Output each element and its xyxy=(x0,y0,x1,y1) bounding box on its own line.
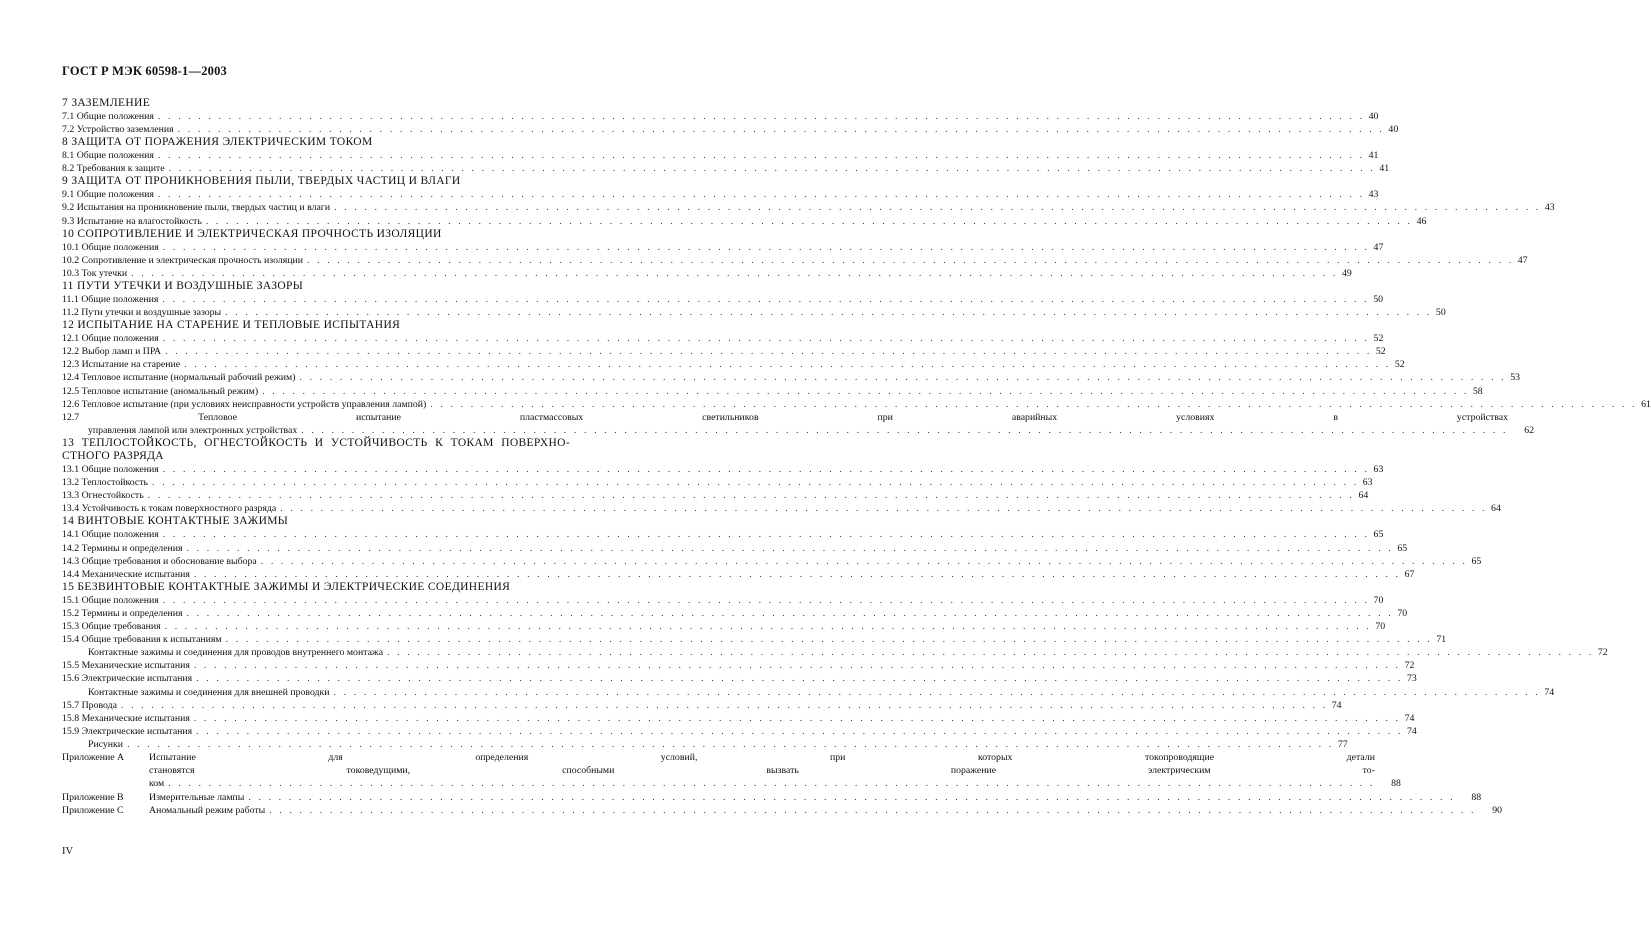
toc-entry-label: 9.3 Испытание на влагостойкость xyxy=(62,215,202,227)
toc-entry-page: 77 xyxy=(1337,738,1348,750)
page-number: IV xyxy=(62,846,74,857)
toc-entry-label: Контактные зажимы и соединения для внешней проводки xyxy=(88,686,330,698)
toc-entry-label: 14.1 Общие положения xyxy=(62,529,159,541)
toc-dot-leader: . . . . . . . . . . . . . . . . . . . . . . . . . . . . . . . . . . . . . . . . . . . . . . . . . . . . . . . . . . . . . . . . . . . . . . . . . . . . . . . . . . . . . . . . . . . . . . . . . . . . . . . . . . . . . . . . . . . . . . . . xyxy=(269,804,1477,816)
toc-entry-multiline[interactable] xyxy=(62,751,1401,791)
toc-entry[interactable] xyxy=(62,385,1483,398)
toc-section-heading: 13 ТЕПЛОСТОЙКОСТЬ, ОГНЕСТОЙКОСТЬ И УСТОЙЧИВОСТЬ К ТОКАМ ПОВЕРХНО- xyxy=(62,437,570,450)
toc-entry-page: 62 xyxy=(1524,424,1534,436)
toc-dot-leader: . . . . . . . . . . . . . . . . . . . . . . . . . . . . . . . . . . . . . . . . . . . . . . . . . . . . . . . . . . . . . . . . . . . . . . . . . . . . . . . . . . . . . . . . . . . . . . . . . . . . . . . . . . . . . . . . . . . . . . . . xyxy=(162,529,1370,541)
toc-entry-label: 9.1 Общие положения xyxy=(62,189,154,201)
toc-section-heading: 12 ИСПЫТАНИЕ НА СТАРЕНИЕ И ТЕПЛОВЫЕ ИСПЫТАНИЯ xyxy=(62,319,401,332)
toc-dot-leader: . . . . . . . . . . . . . . . . . . . . . . . . . . . . . . . . . . . . . . . . . . . . . . . . . . . . . . . . . . . . . . . . . . . . . . . . . . . . . . . . . . . . . . . . . . . . . . . . . . . . . . . . . . . . . . . . . . . . . . . . xyxy=(387,647,1594,659)
toc-entry-label: 14.3 Общие требования и обоснование выбора xyxy=(62,555,257,567)
toc-dot-leader: . . . . . . . . . . . . . . . . . . . . . . . . . . . . . . . . . . . . . . . . . . . . . . . . . . . . . . . . . . . . . . . . . . . . . . . . . . . . . . . . . . . . . . . . . . . . . . . . . . . . . . . . . . . . . . . . . . . . . . . . xyxy=(334,202,1541,214)
toc-entry[interactable] xyxy=(62,712,1415,725)
toc-dot-leader: . . . . . . . . . . . . . . . . . . . . . . . . . . . . . . . . . . . . . . . . . . . . . . . . . . . . . . . . . . . . . . . . . . . . . . . . . . . . . . . . . . . . . . . . . . . . . . . . . . . . . . . . . . . . . . . . . . . . . . . . xyxy=(307,254,1514,266)
toc-dot-leader: . . . . . . . . . . . . . . . . . . . . . . . . . . . . . . . . . . . . . . . . . . . . . . . . . . . . . . . . . . . . . . . . . . . . . . . . . . . . . . . . . . . . . . . . . . . . . . . . . . . . . . . . . . . . . . . . . . . . . . . . xyxy=(168,778,1375,790)
toc-entry[interactable] xyxy=(62,659,1415,672)
toc-entry-label: Испытание для определения условий, при которых токопроводящие детали xyxy=(149,751,1375,763)
toc-entry-label: 15.4 Общие требования к испытаниям xyxy=(62,634,222,646)
toc-dot-leader: . . . . . . . . . . . . . . . . . . . . . . . . . . . . . . . . . . . . . . . . . . . . . . . . . . . . . . . . . . . . . . . . . . . . . . . . . . . . . . . . . . . . . . . . . . . . . . . . . . . . . . . . . . . . . . . . . . . . . . . . xyxy=(262,385,1469,397)
toc-dot-leader: . . . . . . . . . . . . . . . . . . . . . . . . . . . . . . . . . . . . . . . . . . . . . . . . . . . . . . . . . . . . . . . . . . . . . . . . . . . . . . . . . . . . . . . . . . . . . . . . . . . . . . . . . . . . . . . . . . . . . . . . xyxy=(299,372,1507,384)
toc-dot-leader: . . . . . . . . . . . . . . . . . . . . . . . . . . . . . . . . . . . . . . . . . . . . . . . . . . . . . . . . . . . . . . . . . . . . . . . . . . . . . . . . . . . . . . . . . . . . . . . . . . . . . . . . . . . . . . . . . . . . . . . . xyxy=(162,241,1370,253)
toc-entry-label: 13.2 Теплостойкость xyxy=(62,477,148,489)
toc-entry-page: 41 xyxy=(1368,150,1379,162)
toc-entry[interactable] xyxy=(62,110,1379,123)
toc-entry[interactable] xyxy=(62,672,1417,685)
toc-entry[interactable] xyxy=(62,699,1342,712)
toc-entry-label: 12.4 Тепловое испытание (нормальный рабочий режим) xyxy=(62,372,296,384)
toc-section-heading: 11 ПУТИ УТЕЧКИ И ВОЗДУШНЫЕ ЗАЗОРЫ xyxy=(62,279,304,292)
toc-entry[interactable] xyxy=(62,620,1386,633)
toc-entry-label: 8.2 Требования к защите xyxy=(62,163,165,175)
toc-entry[interactable] xyxy=(62,633,1447,646)
toc-dot-leader: . . . . . . . . . . . . . . . . . . . . . . . . . . . . . . . . . . . . . . . . . . . . . . . . . . . . . . . . . . . . . . . . . . . . . . . . . . . . . . . . . . . . . . . . . . . . . . . . . . . . . . . . . . . . . . . . . . . . . . . . xyxy=(196,673,1403,685)
toc-dot-leader: . . . . . . . . . . . . . . . . . . . . . . . . . . . . . . . . . . . . . . . . . . . . . . . . . . . . . . . . . . . . . . . . . . . . . . . . . . . . . . . . . . . . . . . . . . . . . . . . . . . . . . . . . . . . . . . . . . . . . . . . xyxy=(193,660,1401,672)
toc-entry-label: 7.1 Общие положения xyxy=(62,111,154,122)
toc-entry-page: 72 xyxy=(1404,660,1415,672)
toc-dot-leader: . . . . . . . . . . . . . . . . . . . . . . . . . . . . . . . . . . . . . . . . . . . . . . . . . . . . . . . . . . . . . . . . . . . . . . . . . . . . . . . . . . . . . . . . . . . . . . . . . . . . . . . . . . . . . . . . . . . . . . . . xyxy=(186,542,1394,554)
toc-entry[interactable] xyxy=(62,738,1348,751)
toc-entry-page: 74 xyxy=(1331,699,1342,711)
toc-section-heading: 14 ВИНТОВЫЕ КОНТАКТНЫЕ ЗАЖИМЫ xyxy=(62,515,289,528)
toc-entry-label: 10.2 Сопротивление и электрическая прочность изоляции xyxy=(62,254,303,266)
toc-entry-page: 88 xyxy=(1391,778,1401,790)
toc-entry[interactable] xyxy=(62,306,1446,319)
toc-entry-page: 65 xyxy=(1373,529,1384,541)
toc-entry-page: 70 xyxy=(1373,594,1384,606)
toc-entry[interactable] xyxy=(62,254,1528,267)
toc-dot-leader: . . . . . . . . . . . . . . . . . . . . . . . . . . . . . . . . . . . . . . . . . . . . . . . . . . . . . . . . . . . . . . . . . . . . . . . . . . . . . . . . . . . . . . . . . . . . . . . . . . . . . . . . . . . . . . . . . . . . . . . . xyxy=(165,346,1372,358)
toc-entry-page: 47 xyxy=(1517,254,1528,266)
toc-entry-label: 15.7 Провода xyxy=(62,699,117,711)
appendix-label: Приложение А xyxy=(62,751,125,763)
toc-entry[interactable] xyxy=(62,568,1415,581)
toc-dot-leader: . . . . . . . . . . . . . . . . . . . . . . . . . . . . . . . . . . . . . . . . . . . . . . . . . . . . . . . . . . . . . . . . . . . . . . . . . . . . . . . . . . . . . . . . . . . . . . . . . . . . . . . . . . . . . . . . . . . . . . . . xyxy=(225,634,1433,646)
toc-dot-leader: . . . . . . . . . . . . . . . . . . . . . . . . . . . . . . . . . . . . . . . . . . . . . . . . . . . . . . . . . . . . . . . . . . . . . . . . . . . . . . . . . . . . . . . . . . . . . . . . . . . . . . . . . . . . . . . . . . . . . . . . xyxy=(260,555,1468,567)
toc-entry[interactable] xyxy=(62,607,1408,620)
toc-entry-label: ком xyxy=(149,778,165,790)
toc-entry-label: Измерительные лампы xyxy=(149,791,245,803)
toc-entry[interactable] xyxy=(62,502,1501,515)
toc-dot-leader: . . . . . . . . . . . . . . . . . . . . . . . . . . . . . . . . . . . . . . . . . . . . . . . . . . . . . . . . . . . . . . . . . . . . . . . . . . . . . . . . . . . . . . . . . . . . . . . . . . . . . . . . . . . . . . . . . . . . . . . . xyxy=(430,398,1638,410)
toc-entry-page: 65 xyxy=(1471,555,1482,567)
toc-entry-multiline[interactable] xyxy=(62,804,1503,817)
toc-entry-label: 13.1 Общие положения xyxy=(62,464,159,476)
toc-entry-page: 67 xyxy=(1404,568,1415,580)
toc-dot-leader: . . . . . . . . . . . . . . . . . . . . . . . . . . . . . . . . . . . . . . . . . . . . . . . . . . . . . . . . . . . . . . . . . . . . . . . . . . . . . . . . . . . . . . . . . . . . . . . . . . . . . . . . . . . . . . . . . . . . . . . . xyxy=(157,189,1365,201)
toc-dot-leader: . . . . . . . . . . . . . . . . . . . . . . . . . . . . . . . . . . . . . . . . . . . . . . . . . . . . . . . . . . . . . . . . . . . . . . . . . . . . . . . . . . . . . . . . . . . . . . . . . . . . . . . . . . . . . . . . . . . . . . . . xyxy=(162,293,1370,305)
toc-entry-label: Рисунки xyxy=(88,738,124,750)
toc-entry-page: 71 xyxy=(1436,634,1447,646)
toc-dot-leader: . . . . . . . . . . . . . . . . . . . . . . . . . . . . . . . . . . . . . . . . . . . . . . . . . . . . . . . . . . . . . . . . . . . . . . . . . . . . . . . . . . . . . . . . . . . . . . . . . . . . . . . . . . . . . . . . . . . . . . . . xyxy=(168,163,1376,175)
toc-entry[interactable] xyxy=(62,646,1608,659)
toc-section-heading: 7 ЗАЗЕМЛЕНИЕ xyxy=(62,97,151,109)
toc-dot-leader: . . . . . . . . . . . . . . . . . . . . . . . . . . . . . . . . . . . . . . . . . . . . . . . . . . . . . . . . . . . . . . . . . . . . . . . . . . . . . . . . . . . . . . . . . . . . . . . . . . . . . . . . . . . . . . . . . . . . . . . . xyxy=(162,464,1370,476)
toc-entry-multiline[interactable] xyxy=(62,411,1534,437)
toc-dot-leader: . . . . . . . . . . . . . . . . . . . . . . . . . . . . . . . . . . . . . . . . . . . . . . . . . . . . . . . . . . . . . . . . . . . . . . . . . . . . . . . . . . . . . . . . . . . . . . . . . . . . . . . . . . . . . . . . . . . . . . . . xyxy=(301,424,1508,436)
toc-section-heading: 15 БЕЗВИНТОВЫЕ КОНТАКТНЫЕ ЗАЖИМЫ И ЭЛЕКТРИЧЕСКИЕ СОЕДИНЕНИЯ xyxy=(62,580,511,593)
toc-entry-label: 15.9 Электрические испытания xyxy=(62,725,193,737)
toc-entry-page: 61 xyxy=(1641,398,1651,410)
toc-dot-leader: . . . . . . . . . . . . . . . . . . . . . . . . . . . . . . . . . . . . . . . . . . . . . . . . . . . . . . . . . . . . . . . . . . . . . . . . . . . . . . . . . . . . . . . . . . . . . . . . . . . . . . . . . . . . . . . . . . . . . . . . xyxy=(186,607,1394,619)
toc-entry-label: 11.2 Пути утечки и воздушные зазоры xyxy=(62,307,222,319)
toc-entry-label: 12.6 Тепловое испытание (при условиях неисправности устройств управления лампой) xyxy=(62,398,427,410)
toc-dot-leader: . . . . . . . . . . . . . . . . . . . . . . . . . . . . . . . . . . . . . . . . . . . . . . . . . . . . . . . . . . . . . . . . . . . . . . . . . . . . . . . . . . . . . . . . . . . . . . . . . . . . . . . . . . . . . . . . . . . . . . . . xyxy=(157,150,1365,162)
toc-section-heading: СТНОГО РАЗРЯДА xyxy=(62,450,164,463)
toc-entry[interactable] xyxy=(62,358,1405,371)
toc-entry-page: 43 xyxy=(1544,202,1555,214)
toc-entry[interactable] xyxy=(62,398,1651,411)
toc-entry[interactable] xyxy=(62,489,1369,502)
toc-dot-leader: . . . . . . . . . . . . . . . . . . . . . . . . . . . . . . . . . . . . . . . . . . . . . . . . . . . . . . . . . . . . . . . . . . . . . . . . . . . . . . . . . . . . . . . . . . . . . . . . . . . . . . . . . . . . . . . . . . . . . . . . xyxy=(164,621,1372,633)
toc-entry-label: Аномальный режим работы xyxy=(149,804,266,816)
appendix-label: Приложение В xyxy=(62,791,124,803)
toc-entry-page: 43 xyxy=(1368,189,1379,201)
toc-entry-label: 10.1 Общие положения xyxy=(62,241,159,253)
toc-dot-leader: . . . . . . . . . . . . . . . . . . . . . . . . . . . . . . . . . . . . . . . . . . . . . . . . . . . . . . . . . . . . . . . . . . . . . . . . . . . . . . . . . . . . . . . . . . . . . . . . . . . . . . . . . . . . . . . . . . . . . . . . xyxy=(248,791,1456,803)
toc-entry-label: 12.1 Общие положения xyxy=(62,333,159,345)
toc-dot-leader: . . . . . . . . . . . . . . . . . . . . . . . . . . . . . . . . . . . . . . . . . . . . . . . . . . . . . . . . . . . . . . . . . . . . . . . . . . . . . . . . . . . . . . . . . . . . . . . . . . . . . . . . . . . . . . . . . . . . . . . . xyxy=(147,490,1355,502)
toc-dot-leader: . . . . . . . . . . . . . . . . . . . . . . . . . . . . . . . . . . . . . . . . . . . . . . . . . . . . . . . . . . . . . . . . . . . . . . . . . . . . . . . . . . . . . . . . . . . . . . . . . . . . . . . . . . . . . . . . . . . . . . . . xyxy=(193,712,1401,724)
toc-entry-label: 10.3 Ток утечки xyxy=(62,267,128,279)
toc-entry[interactable] xyxy=(62,201,1555,214)
toc-entry-page: 46 xyxy=(1416,215,1427,227)
toc-entry-label: управления лампой или электронных устройствах xyxy=(88,424,298,436)
toc-entry[interactable] xyxy=(62,123,1399,136)
toc-dot-leader: . . . . . . . . . . . . . . . . . . . . . . . . . . . . . . . . . . . . . . . . . . . . . . . . . . . . . . . . . . . . . . . . . . . . . . . . . . . . . . . . . . . . . . . . . . . . . . . . . . . . . . . . . . . . . . . . . . . . . . . . xyxy=(127,738,1334,750)
toc-entry-label: Контактные зажимы и соединения для проводов внутреннего монтажа xyxy=(88,647,384,659)
toc-dot-leader: . . . . . . . . . . . . . . . . . . . . . . . . . . . . . . . . . . . . . . . . . . . . . . . . . . . . . . . . . . . . . . . . . . . . . . . . . . . . . . . . . . . . . . . . . . . . . . . . . . . . . . . . . . . . . . . . . . . . . . . . xyxy=(162,594,1370,606)
toc-entry-page: 70 xyxy=(1375,621,1386,633)
toc-entry[interactable] xyxy=(62,293,1383,306)
toc-entry[interactable] xyxy=(62,371,1521,384)
toc-entry[interactable] xyxy=(62,476,1373,489)
toc-dot-leader: . . . . . . . . . . . . . . . . . . . . . . . . . . . . . . . . . . . . . . . . . . . . . . . . . . . . . . . . . . . . . . . . . . . . . . . . . . . . . . . . . . . . . . . . . . . . . . . . . . . . . . . . . . . . . . . . . . . . . . . . xyxy=(157,111,1365,122)
toc-section-heading: 9 ЗАЩИТА ОТ ПРОНИКНОВЕНИЯ ПЫЛИ, ТВЕРДЫХ ЧАСТИЦ И ВЛАГИ xyxy=(62,175,461,188)
toc-entry-label: 14.2 Термины и определения xyxy=(62,542,183,554)
toc-entry-page: 52 xyxy=(1394,359,1405,371)
toc-entry-label: 7.2 Устройство заземления xyxy=(62,124,174,136)
toc-dot-leader: . . . . . . . . . . . . . . . . . . . . . . . . . . . . . . . . . . . . . . . . . . . . . . . . . . . . . . . . . . . . . . . . . . . . . . . . . . . . . . . . . . . . . . . . . . . . . . . . . . . . . . . . . . . . . . . . . . . . . . . . xyxy=(196,725,1403,737)
toc-entry-label: 8.1 Общие положения xyxy=(62,150,154,162)
toc-entry-page: 40 xyxy=(1368,111,1379,122)
toc-entry-label: 15.8 Механические испытания xyxy=(62,712,190,724)
toc-entry-page: 47 xyxy=(1373,241,1384,253)
toc-dot-leader: . . . . . . . . . . . . . . . . . . . . . . . . . . . . . . . . . . . . . . . . . . . . . . . . . . . . . . . . . . . . . . . . . . . . . . . . . . . . . . . . . . . . . . . . . . . . . . . . . . . . . . . . . . . . . . . . . . . . . . . . xyxy=(193,568,1401,580)
toc-entry-label: 15.6 Электрические испытания xyxy=(62,673,193,685)
toc-entry[interactable] xyxy=(62,528,1384,541)
toc-dot-leader: . . . . . . . . . . . . . . . . . . . . . . . . . . . . . . . . . . . . . . . . . . . . . . . . . . . . . . . . . . . . . . . . . . . . . . . . . . . . . . . . . . . . . . . . . . . . . . . . . . . . . . . . . . . . . . . . . . . . . . . . xyxy=(225,307,1432,319)
toc-entry-page: 49 xyxy=(1341,267,1352,279)
toc-entry-page: 88 xyxy=(1471,791,1482,803)
toc-entry-label: становятся токоведущими, способными вызвать поражение электрическим то- xyxy=(149,765,1375,777)
toc-entry-page: 74 xyxy=(1404,712,1415,724)
toc-entry-label: 12.3 Испытание на старение xyxy=(62,359,181,371)
toc-entry-label: 13.3 Огнестойкость xyxy=(62,490,144,502)
toc-entry[interactable] xyxy=(62,215,1427,228)
toc-dot-leader: . . . . . . . . . . . . . . . . . . . . . . . . . . . . . . . . . . . . . . . . . . . . . . . . . . . . . . . . . . . . . . . . . . . . . . . . . . . . . . . . . . . . . . . . . . . . . . . . . . . . . . . . . . . . . . . . . . . . . . . . xyxy=(131,267,1338,279)
toc-entry-page: 53 xyxy=(1510,372,1521,384)
toc-entry-label: 15.1 Общие положения xyxy=(62,594,159,606)
toc-entry[interactable] xyxy=(62,188,1379,201)
toc-entry[interactable] xyxy=(62,594,1384,607)
toc-entry[interactable] xyxy=(62,267,1352,280)
toc-entry-label: 12.2 Выбор ламп и ПРА xyxy=(62,346,162,358)
toc-entry-page: 64 xyxy=(1491,503,1501,515)
toc-entry-label: 15.3 Общие требования xyxy=(62,621,161,633)
toc-entry[interactable] xyxy=(62,241,1384,254)
toc-entry-page: 58 xyxy=(1472,385,1483,397)
toc-dot-leader: . . . . . . . . . . . . . . . . . . . . . . . . . . . . . . . . . . . . . . . . . . . . . . . . . . . . . . . . . . . . . . . . . . . . . . . . . . . . . . . . . . . . . . . . . . . . . . . . . . . . . . . . . . . . . . . . . . . . . . . . xyxy=(162,333,1370,345)
toc-dot-leader: . . . . . . . . . . . . . . . . . . . . . . . . . . . . . . . . . . . . . . . . . . . . . . . . . . . . . . . . . . . . . . . . . . . . . . . . . . . . . . . . . . . . . . . . . . . . . . . . . . . . . . . . . . . . . . . . . . . . . . . . xyxy=(205,215,1413,227)
toc-entry-page: 74 xyxy=(1406,725,1417,737)
toc-entry-label: 12.7 Тепловое испытание пластмассовых светильников при аварийных условиях в устройствах xyxy=(62,411,1508,423)
toc-entry-label: 15.2 Термины и определения xyxy=(62,607,183,619)
toc-entry-page: 63 xyxy=(1362,477,1373,489)
toc-entry[interactable] xyxy=(62,162,1390,175)
toc-entry[interactable] xyxy=(62,332,1384,345)
toc-entry-label: 14.4 Механические испытания xyxy=(62,568,190,580)
toc-dot-leader: . . . . . . . . . . . . . . . . . . . . . . . . . . . . . . . . . . . . . . . . . . . . . . . . . . . . . . . . . . . . . . . . . . . . . . . . . . . . . . . . . . . . . . . . . . . . . . . . . . . . . . . . . . . . . . . . . . . . . . . . xyxy=(151,477,1359,489)
toc-entry-page: 90 xyxy=(1492,804,1503,816)
appendix-label: Приложение С xyxy=(62,804,124,816)
toc-entry-page: 50 xyxy=(1373,293,1383,305)
toc-entry-label: 13.4 Устойчивость к токам поверхностного разряда xyxy=(62,503,277,515)
toc-entry-page: 73 xyxy=(1406,673,1417,685)
toc-entry-page: 40 xyxy=(1388,124,1399,136)
toc-entry-page: 52 xyxy=(1373,333,1384,345)
toc-entry[interactable] xyxy=(62,345,1386,358)
toc-dot-leader: . . . . . . . . . . . . . . . . . . . . . . . . . . . . . . . . . . . . . . . . . . . . . . . . . . . . . . . . . . . . . . . . . . . . . . . . . . . . . . . . . . . . . . . . . . . . . . . . . . . . . . . . . . . . . . . . . . . . . . . . xyxy=(177,124,1385,136)
toc-entry-page: 41 xyxy=(1379,163,1390,175)
toc-dot-leader: . . . . . . . . . . . . . . . . . . . . . . . . . . . . . . . . . . . . . . . . . . . . . . . . . . . . . . . . . . . . . . . . . . . . . . . . . . . . . . . . . . . . . . . . . . . . . . . . . . . . . . . . . . . . . . . . . . . . . . . . xyxy=(333,686,1541,698)
toc-entry[interactable] xyxy=(62,542,1408,555)
table-of-contents xyxy=(62,97,1651,817)
toc-entry-page: 63 xyxy=(1373,464,1384,476)
toc-entry-label: 15.5 Механические испытания xyxy=(62,660,190,672)
toc-section-heading: 10 СОПРОТИВЛЕНИЕ И ЭЛЕКТРИЧЕСКАЯ ПРОЧНОСТЬ ИЗОЛЯЦИИ xyxy=(62,227,442,240)
document-header: ГОСТ Р МЭК 60598-1—2003 xyxy=(62,64,227,78)
toc-entry-page: 65 xyxy=(1397,542,1408,554)
toc-entry[interactable] xyxy=(62,463,1384,476)
toc-dot-leader: . . . . . . . . . . . . . . . . . . . . . . . . . . . . . . . . . . . . . . . . . . . . . . . . . . . . . . . . . . . . . . . . . . . . . . . . . . . . . . . . . . . . . . . . . . . . . . . . . . . . . . . . . . . . . . . . . . . . . . . . xyxy=(184,359,1391,371)
toc-entry-label: 12.5 Тепловое испытание (аномальный режим) xyxy=(62,385,259,397)
toc-dot-leader: . . . . . . . . . . . . . . . . . . . . . . . . . . . . . . . . . . . . . . . . . . . . . . . . . . . . . . . . . . . . . . . . . . . . . . . . . . . . . . . . . . . . . . . . . . . . . . . . . . . . . . . . . . . . . . . . . . . . . . . . xyxy=(280,503,1488,515)
toc-entry-page: 64 xyxy=(1358,490,1369,502)
toc-section-heading: 8 ЗАЩИТА ОТ ПОРАЖЕНИЯ ЭЛЕКТРИЧЕСКИМ ТОКОМ xyxy=(62,136,373,149)
toc-entry[interactable] xyxy=(62,555,1482,568)
toc-entry-label: 9.2 Испытания на проникновение пыли, твердых частиц и влаги xyxy=(62,202,331,214)
toc-entry-page: 50 xyxy=(1435,307,1446,319)
toc-entry-page: 72 xyxy=(1597,647,1608,659)
toc-entry-label: 11.1 Общие положения xyxy=(62,293,159,305)
toc-dot-leader: . . . . . . . . . . . . . . . . . . . . . . . . . . . . . . . . . . . . . . . . . . . . . . . . . . . . . . . . . . . . . . . . . . . . . . . . . . . . . . . . . . . . . . . . . . . . . . . . . . . . . . . . . . . . . . . . . . . . . . . . xyxy=(120,699,1328,711)
toc-entry[interactable] xyxy=(62,686,1555,699)
toc-entry[interactable] xyxy=(62,149,1379,162)
toc-entry-page: 74 xyxy=(1544,686,1555,698)
toc-entry-page: 52 xyxy=(1375,346,1386,358)
toc-entry-multiline[interactable] xyxy=(62,791,1482,804)
toc-entry-page: 70 xyxy=(1397,607,1408,619)
toc-entry[interactable] xyxy=(62,725,1417,738)
